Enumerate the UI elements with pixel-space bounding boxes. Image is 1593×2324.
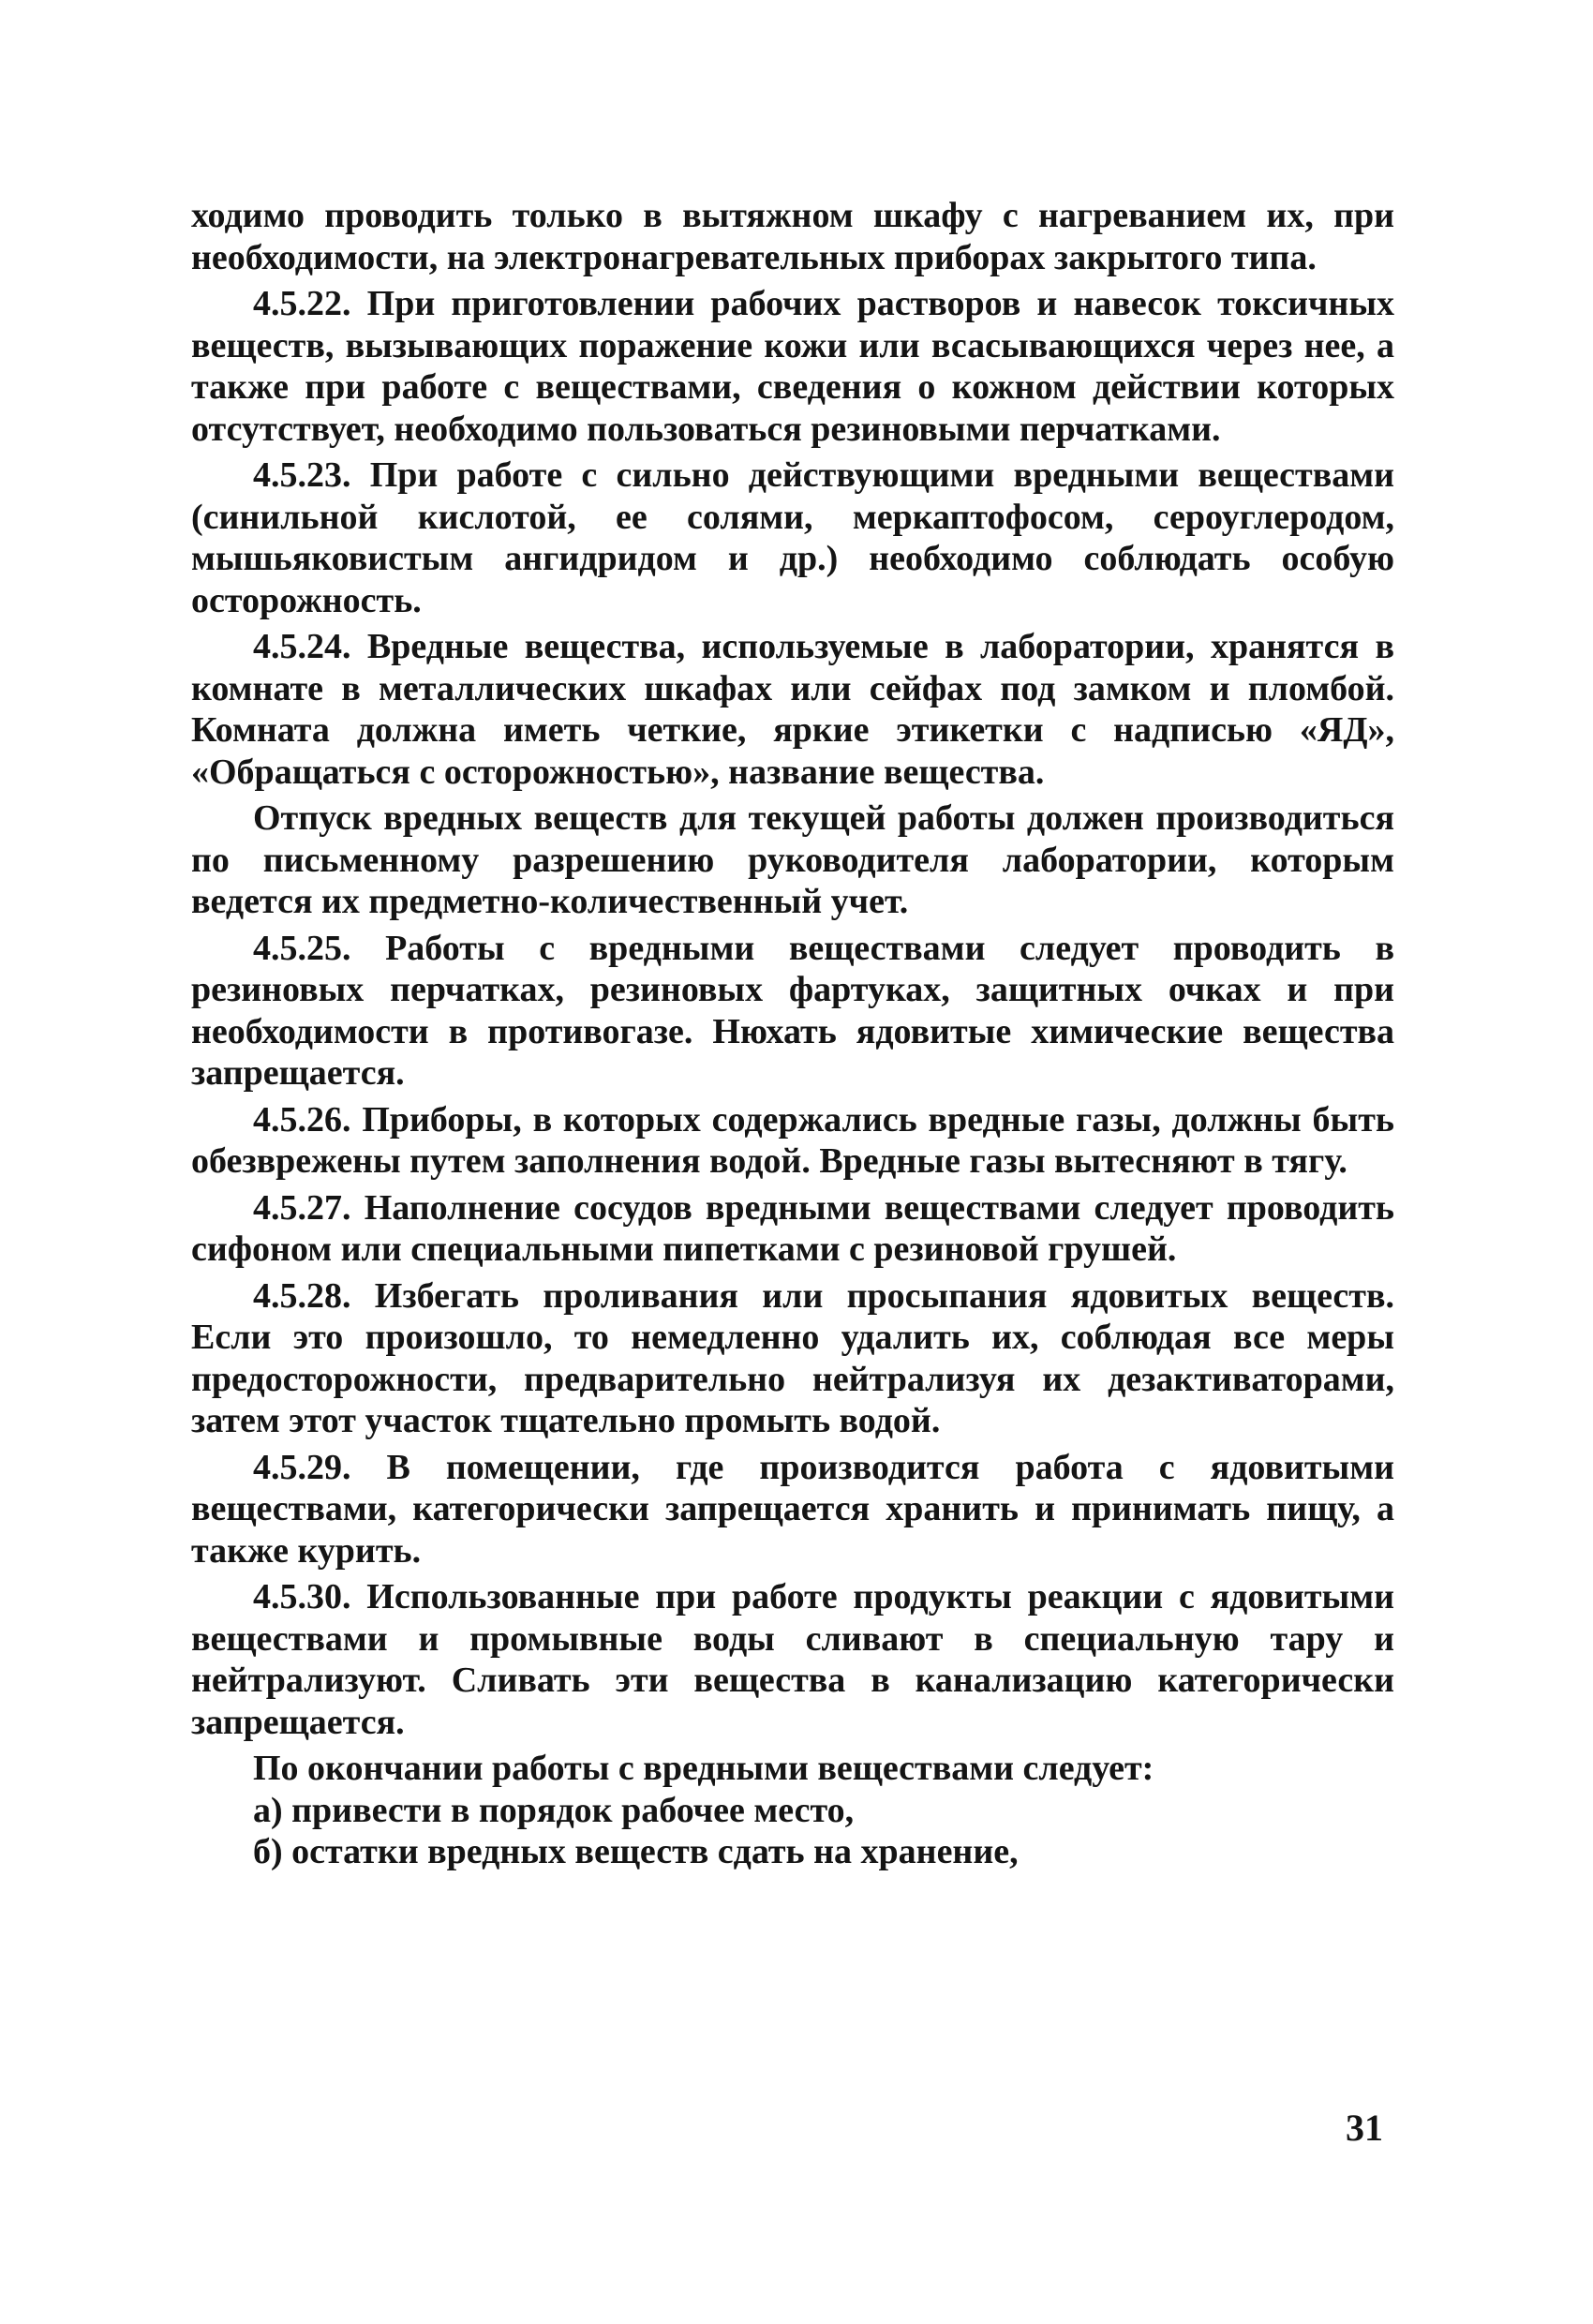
paragraph-4-5-22: 4.5.22. При приготовлении рабочих растворов и навесок токсичных веществ, вызывающих поражение кожи или всасывающихся через нее, а также при работе с веществами, сведения о кожном действии которых отсутствует, необходимо пользоваться резиновыми перчатками. xyxy=(191,284,1394,449)
list-item-a: а) привести в порядок рабочее место, xyxy=(253,1790,855,1830)
paragraph-4-5-26: 4.5.26. Приборы, в которых содержались вредные газы, должны быть обезврежены путем заполнения водой. Вредные газы вытесняют в тягу. xyxy=(191,1099,1394,1181)
paragraph-4-5-24: 4.5.24. Вредные вещества, используемые в лаборатории, хранятся в комнате в металлических шкафах или сейфах под замком и пломбой. Комната должна иметь четкие, яркие этикетки с надписью «ЯД», «Обращаться с осторожностью», название вещества. xyxy=(191,627,1394,792)
page-number: 31 xyxy=(1346,2107,1383,2149)
paragraph-continuation: ходимо проводить только в вытяжном шкафу с нагреванием их, при необходимости, на электронагревательных приборах закрытого типа. xyxy=(191,196,1394,277)
paragraph-4-5-23: 4.5.23. При работе с сильно действующими вредными веществами (синильной кислотой, ее солями, меркаптофосом, сероуглеродом, мышьяковистым ангидридом и др.) необходимо соблюдать особую осторожность. xyxy=(191,455,1394,620)
paragraph-4-5-30: 4.5.30. Использованные при работе продукты реакции с ядовитыми веществами и промывные воды сливают в специальную тару и нейтрализуют. Сливать эти вещества в канализацию категорически запрещается. xyxy=(191,1577,1394,1742)
list-item-b: б) остатки вредных веществ сдать на хранение, xyxy=(253,1832,1019,1871)
paragraph-after-work: По окончании работы с вредными веществами следует: xyxy=(253,1749,1154,1788)
paragraph-dispensing: Отпуск вредных веществ для текущей работы должен производиться по письменному разрешению руководителя лаборатории, которым ведется их предметно-количественный учет. xyxy=(191,798,1394,921)
paragraph-4-5-29: 4.5.29. В помещении, где производится работа с ядовитыми веществами, категорически запрещается хранить и принимать пищу, а также курить. xyxy=(191,1447,1394,1571)
paragraph-4-5-28: 4.5.28. Избегать проливания или просыпания ядовитых веществ. Если это произошло, то немедленно удалить их, соблюдая все меры предосторожности, предварительно нейтрализуя их дезактиваторами, затем этот участок тщательно промыть водой. xyxy=(191,1275,1394,1440)
paragraph-4-5-25: 4.5.25. Работы с вредными веществами следует проводить в резиновых перчатках, резиновых фартуках, защитных очках и при необходимости в противогазе. Нюхать ядовитые химические вещества запрещается. xyxy=(191,928,1394,1093)
document-body xyxy=(191,195,1394,1873)
paragraph-4-5-27: 4.5.27. Наполнение сосудов вредными веществами следует проводить сифоном или специальными пипетками с резиновой грушей. xyxy=(191,1187,1394,1269)
